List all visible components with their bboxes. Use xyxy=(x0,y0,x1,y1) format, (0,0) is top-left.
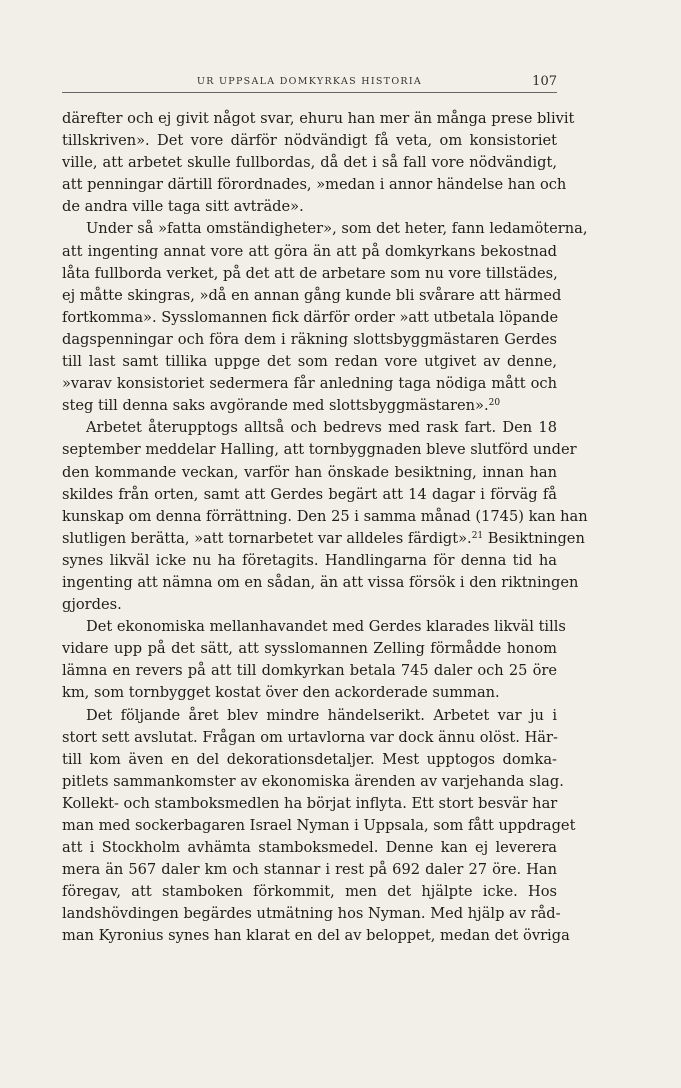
text-line-content: den kommande veckan, varför han önskade besiktning, innan han xyxy=(62,463,557,481)
text-line-content: ingenting att nämna om en sådan, än att vissa försök i den riktningen xyxy=(62,573,579,591)
text-line-content: att ingenting annat vore att göra än att på domkyrkans bekostnad xyxy=(62,242,557,260)
text-line xyxy=(62,572,579,594)
text-line xyxy=(62,705,557,727)
text-line xyxy=(62,241,557,263)
text-line-content: pitlets sammankomster av ekonomiska ärenden av varjehanda slag. xyxy=(62,772,564,790)
text-line-content: skildes från orten, samt att Gerdes begärt att 14 dagar i förväg få xyxy=(62,485,557,503)
text-line xyxy=(62,462,557,484)
text-line xyxy=(62,771,564,793)
text-line-content: till last samt tillika uppge det som redan vore utgivet av denne, xyxy=(62,353,557,371)
text-line-content: Kollekt- och stamboksmedlen ha börjat inflyta. Ett stort besvär har xyxy=(62,794,558,812)
text-line xyxy=(62,925,570,947)
text-line-content: slutligen berätta, »att tornarbetet var alldeles färdigt». xyxy=(62,529,472,547)
text-line-content: september meddelar Halling, att tornbyggnaden bleve slutförd under xyxy=(62,441,577,459)
text-line xyxy=(62,616,566,638)
body-text xyxy=(62,108,588,948)
text-line-content: landshövdingen begärdes utmätning hos Nyman. Med hjälp av råd- xyxy=(62,905,561,923)
text-line-content: Arbetet återupptogs alltså och bedrevs med rask fart. Den 18 xyxy=(86,419,557,437)
text-line xyxy=(62,285,562,307)
text-line xyxy=(62,881,557,903)
text-line-content: de andra ville taga sitt avträde». xyxy=(62,198,304,216)
text-line-content: dagspenningar och föra dem i räkning slottsbyggmästaren Gerdes xyxy=(62,330,557,348)
text-line xyxy=(62,484,557,506)
text-line-content: man Kyronius synes han klarat en del av beloppet, medan det övriga xyxy=(62,927,570,945)
text-line xyxy=(62,373,557,395)
text-line-content: mera än 567 daler km och stannar i rest på 692 daler 27 öre. Han xyxy=(62,861,557,879)
footnote-marker: 20 xyxy=(488,398,501,409)
text-line xyxy=(62,417,557,439)
text-line xyxy=(62,130,557,152)
page-header xyxy=(62,71,557,93)
text-line xyxy=(62,837,557,859)
text-line-content: Det följande året blev mindre händelserikt. Arbetet var ju i xyxy=(86,706,557,724)
text-line xyxy=(62,815,576,837)
text-line-content: Under så »fatta omständigheter», som det heter, fann ledamöterna, xyxy=(86,220,588,238)
text-line xyxy=(62,594,557,616)
text-line xyxy=(62,351,557,373)
text-line-content: man med sockerbagaren Israel Nyman i Uppsala, som fått uppdraget xyxy=(62,817,576,834)
text-line-content: därefter och ej givit något svar, ehuru han mer än många prese blivit xyxy=(62,110,575,127)
text-line xyxy=(62,528,585,550)
text-line-content: till kom även en del dekorationsdetaljer. Mest upptogos domka- xyxy=(62,750,557,768)
text-line xyxy=(62,859,557,881)
text-line-content: synes likväl icke nu ha företagits. Handlingarna för denna tid ha xyxy=(62,551,557,569)
text-line xyxy=(62,152,557,174)
text-line xyxy=(62,793,557,815)
text-line-content: Det ekonomiska mellanhavandet med Gerdes klarades likväl tills xyxy=(86,618,566,636)
text-line-content: tillskriven». Det vore därför nödvändigt få veta, om konsistoriet xyxy=(62,132,557,150)
text-line xyxy=(62,108,575,130)
text-line xyxy=(62,682,557,704)
header-rule xyxy=(62,92,557,93)
text-line-content: fortkomma». Sysslomannen fick därför order »att utbetala löpande xyxy=(62,308,559,326)
text-line-content: ville, att arbetet skulle fullbordas, då det i så fall vore nödvändigt, xyxy=(62,154,557,172)
text-line xyxy=(62,218,588,240)
page-number: 107 xyxy=(532,74,557,89)
text-line xyxy=(62,439,577,461)
text-line-content: lämna en revers på att till domkyrkan betala 745 daler och 25 öre xyxy=(62,662,557,680)
text-line-content: stort sett avslutat. Frågan om urtavlorna var dock ännu olöst. Här- xyxy=(62,728,558,746)
footnote-marker: 21 xyxy=(471,530,484,541)
text-line xyxy=(62,727,557,749)
text-line xyxy=(62,660,557,682)
text-line xyxy=(62,263,557,285)
text-line-content: att penningar därtill förordnades, »medan i annor händelse han och xyxy=(62,176,567,194)
text-line-content: kunskap om denna förrättning. Den 25 i samma månad (1745) kan han xyxy=(62,507,588,525)
text-line xyxy=(62,638,557,660)
text-line xyxy=(62,329,557,351)
text-line-content: låta fullborda verket, på det att de arbetare som nu vore tillstädes, xyxy=(62,264,558,282)
text-line-continuation: Besiktningen xyxy=(483,529,585,547)
text-line-content: »varav konsistoriet sedermera får anledning taga nödiga mått och xyxy=(62,375,557,393)
text-line xyxy=(62,749,557,771)
text-line-content: föregav, att stamboken förkommit, men det hjälpte icke. Hos xyxy=(62,883,557,901)
text-line xyxy=(62,174,567,196)
text-line xyxy=(62,506,588,528)
text-line xyxy=(62,903,561,925)
running-title: UR UPPSALA DOMKYRKAS HISTORIA xyxy=(196,76,423,87)
text-line xyxy=(62,307,557,329)
text-line-content: km, som tornbygget kostat över den ackorderade summan. xyxy=(62,684,500,702)
text-line xyxy=(62,550,557,572)
text-line xyxy=(62,395,557,417)
text-line xyxy=(62,196,557,218)
text-line-content: ej måtte skingras, »då en annan gång kunde bli svårare att härmed xyxy=(62,286,562,304)
text-line-content: vidare upp på det sätt, att sysslomannen Zelling förmådde honom xyxy=(62,640,557,658)
text-line-content: steg till denna saks avgörande med slottsbyggmästaren». xyxy=(62,397,489,415)
text-line-content: gjordes. xyxy=(62,596,122,614)
text-line-content: att i Stockholm avhämta stamboksmedel. Denne kan ej leverera xyxy=(62,839,557,857)
